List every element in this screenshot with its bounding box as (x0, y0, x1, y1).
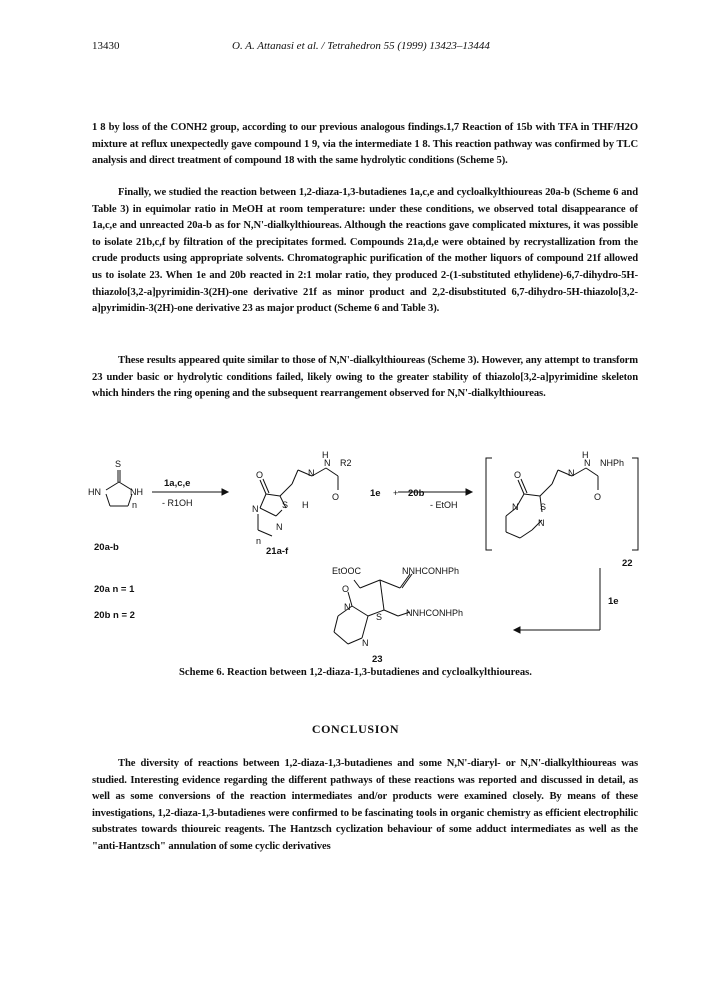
atom-N-22c: N (512, 502, 519, 512)
atom-N-22b: N (584, 458, 591, 468)
label-n1: 20a n = 1 (94, 584, 135, 595)
atom-S-20: S (115, 459, 122, 469)
atom-n-21: n (256, 536, 262, 546)
plus-right: 20b (408, 488, 425, 499)
running-title: O. A. Attanasi et al. / Tetrahedron 55 (1999) 13423–13444 (232, 40, 490, 52)
atom-N-23b: N (362, 638, 369, 648)
label-21a-f: 21a-f (266, 546, 289, 557)
atom-O2-22: O (594, 492, 602, 502)
atom-NNHCONHPh-23b: NNHCONHPh (406, 608, 464, 618)
atom-H-21: H (322, 450, 329, 460)
atom-NNHCONHPh-23a: NNHCONHPh (402, 566, 460, 576)
label-22: 22 (622, 558, 633, 569)
atom-N2-21: N (252, 504, 259, 514)
atom-R2-21: R2 (340, 458, 352, 468)
atom-O-21: O (256, 470, 264, 480)
page-number: 13430 (92, 40, 120, 52)
atom-n-20: n (132, 500, 138, 510)
paragraph-1 (92, 120, 638, 170)
label-20a-b: 20a-b (94, 542, 119, 553)
atom-N-21b: N (324, 458, 331, 468)
scheme-6-figure (80, 440, 650, 680)
atom-H-22: H (582, 450, 589, 460)
paragraph-2-text: Finally, we studied the reaction between 1,2-diaza-1,3-butadienes 1a,c,e and cycloalkylthioureas 20a-b (Scheme 6 and Table 3) in equimolar ratio in MeOH at room temperature: under these conditions, we observed total disappearance of 1a,c,e and unreacted 20a-b as for N,N'-dialkylthioureas. Although the reactions gave complicated mixtures, it was possible to isolate 21b,c,f by filtration of the precipitates formed. Compounds 21a,d,e were obtained by recrystallization from the crude products using appropriate solvents. Chromatographic purification of the mother liquors of compound 21f allowed us to isolate 23. When 1e and 20b reacted in 2:1 molar ratio, they produced 2-(1-substituted ethylidene)-6,7-dihydro-5H-thiazolo[3,2-a]pyrimidin-3(2H)-one derivative 21f as minor product and 2,2-disubstituted 6,7-dihydro-5H-thiazolo[3,2-a]pyrimidin-3(2H)-one derivative 23 as major product (Scheme 6 and Table 3). (92, 187, 638, 315)
atom-N-22a: N (568, 468, 575, 478)
label-23: 23 (372, 654, 383, 665)
plus-sign: + (393, 488, 399, 498)
paragraph-1-text: 1 8 by loss of the CONH2 group, according to our previous analogous findings.1,7 Reaction of 15b with TFA in THF/H2O mixture at reflux unexpectedly gave compound 1 9, via the intermediate 1 8. This reaction pathway was confirmed by TLC analysis and direct treatment of compound 18 with the same hydrolytic conditions (Scheme 5). (92, 122, 638, 167)
paragraph-4 (92, 756, 638, 856)
atom-EtOOC-23: EtOOC (332, 566, 362, 576)
atom-N3-21: N (276, 522, 283, 532)
atom-NH-20: NH (130, 487, 143, 497)
atom-N-21a: N (308, 468, 315, 478)
scheme-caption: Scheme 6. Reaction between 1,2-diaza-1,3-butadienes and cycloalkylthioureas. (179, 667, 532, 678)
arrow2-label: 1e (608, 596, 619, 607)
paragraph-3-text: These results appeared quite similar to those of N,N'-dialkylthioureas (Scheme 3). However, any attempt to transform 23 under basic or hydrolytic conditions failed, likely owing to the greater stability of thiazolo[3,2-a]pyrimidine skeleton which hinders the ring opening and the subsequent rearrangement observed for N,N'-dialkylthioureas. (92, 355, 638, 400)
section-title: CONCLUSION (311, 722, 400, 736)
atom-O-22: O (514, 470, 522, 480)
elim-label: - EtOH (430, 500, 458, 510)
reagent-bottom: - R1OH (162, 498, 193, 508)
paragraph-4-text: The diversity of reactions between 1,2-diaza-1,3-butadienes and some N,N'-diaryl- or N,N'-dialkylthioureas was studied. Interesting evidence regarding the different pathways of these reactions was reported and discussed in detail, as well as some conversions of the reaction intermediates and/or products were examined closely. By means of these investigations, 1,2-diaza-1,3-butadienes were confirmed to be fascinating tools in organic chemistry as efficient electrophilic substrates towards thioureic reagents. The Hantzsch cyclization behaviour of some adduct intermediates as well as the "anti-Hantzsch" annulation of some cyclic derivatives (92, 758, 638, 852)
atom-H2-21: H (302, 500, 309, 510)
atom-S-22: S (540, 502, 547, 512)
reagent-top: 1a,c,e (164, 478, 191, 489)
atom-N-22d: N (538, 518, 545, 528)
atom-O2-21: O (332, 492, 340, 502)
atom-NHPh-22: NHPh (600, 458, 625, 468)
plus-left: 1e (370, 488, 381, 499)
scheme-6-svg (80, 440, 650, 680)
atom-O-23: O (342, 584, 350, 594)
paragraph-2 (92, 185, 638, 318)
atom-N-23a: N (344, 602, 351, 612)
atom-S2-21: S (282, 500, 289, 510)
label-n2: 20b n = 2 (94, 610, 135, 621)
paragraph-3 (92, 353, 638, 403)
atom-S-23: S (376, 612, 383, 622)
atom-HN-20: HN (88, 487, 101, 497)
